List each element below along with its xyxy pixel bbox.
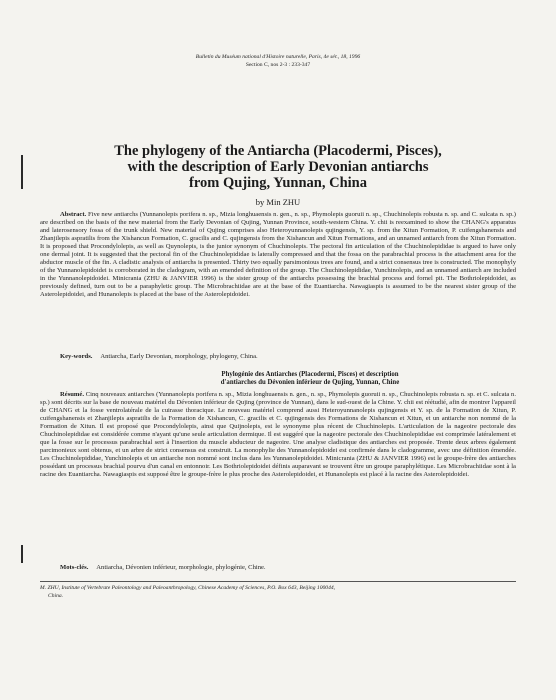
abstract: [40, 211, 516, 300]
abstract-label: Abstract.: [60, 211, 87, 218]
french-title-line-2: d'antiarches du Dévonien inférieur de Qujing, Yunnan, Chine: [220, 379, 400, 386]
affiliation-line-2: China.: [48, 592, 64, 599]
keywords: [40, 353, 516, 361]
resume-label: Résumé.: [60, 391, 84, 398]
french-title-line-1: Phylogénie des Antiarches (Placodermi, Pisces) et description: [221, 371, 399, 378]
keywords-label: Key-words.: [60, 353, 93, 360]
mots-cles-text: Antiarcha, Dévonien inférieur, morphologie, phylogénie, Chine.: [96, 564, 266, 571]
title-line-1: The phylogeny of the Antiarcha (Placodermi, Pisces),: [114, 143, 442, 159]
margin-mark-bottom: [21, 545, 23, 563]
journal-header: [100, 53, 456, 69]
section-pages: Section C, nos 2-3 : 233-347: [245, 62, 311, 68]
french-title: [130, 371, 490, 387]
author-affiliation: [40, 585, 516, 600]
footnote-rule: [40, 581, 516, 582]
abstract-text: Five new antiarchs (Yunnanolepis porifera n. sp., Mizia longhuaensis n. gen., n. sp., Phymolepis guoruii n. sp., Chuchinolepis robusta n. sp. and C. sulcata n. sp.) are described on the basis of the new material from the Early Devonian of Qujing, Yunnan Province, south-western China. Y. chii is reexamined to show the CHANG's apparatus and laterosensory fossa of the trunk shield. New material of Qujing comprises also Heteroyunnanolepis qujingensis, Y. sp. from the Xitun Formation, P. cuifengshanensis and Zhanjilepis aspratilis from the Xishancun Formation, C. gracilis and C. qujingensis from the Xishancun and Xitun Formations, and an unnamed antiarch from the Xitun Formation. It is proposed that Procondylolepis, as well as Quynolepis, is the junior synonym of Chuchinolepis. The pectoral fin articulation of the Chuchinolepididae is argued to have only one dermal joint. It is suggested that the pectoral fin of the Chuchinolepididae is laterally compressed and that the fossa on the parabrachial process is the attachment area for the abductor muscle of the fin. A cladistic analysis of antiarchs is presented. Thirty two equally parsimonious trees are found, and a strict consensus tree is constructed. The monophyly of the Yunnanolepidoidei is corroborated in the cladogram, with an emended definition of the group. The Chuchinolepididae, Yunchinolepis, and an unnamed antiarch are included in the Yunnanolepidoidei. Minicrania (ZHU & JANVIER 1996) is the sister group of the antiarchs possessing the brachial process and fornel pit. The Bothriolepidoidei, as previously defined, turn out to be a paraphyletic group. The Microbrachiidae are at the base of the Euantiarcha. Nawagiaspis is assumed to be the nearest sister group of the Asterolepidoidei, and Hunanolepis is placed at the base of the Asterolepidoidei.: [40, 211, 516, 299]
title-line-2: with the description of Early Devonian antiarchs: [127, 159, 429, 175]
journal-citation: Bulletin du Muséum national d'Histoire naturelle, Paris, 4e sér., 18, 1996: [195, 54, 361, 60]
affiliation-line-1: M. ZHU, Institute of Vertebrate Paleontology and Paleoanthropology, Chinese Academy of Sciences, P.O. Box 643, Beijing 100044,: [40, 585, 336, 591]
keywords-text: Antiarcha, Early Devonian, morphology, phylogeny, China.: [100, 353, 258, 360]
title-line-3: from Qujing, Yunnan, China: [189, 175, 367, 191]
resume: [40, 391, 516, 480]
resume-text: Cinq nouveaux antiarches (Yunnanolepis porifera n. sp., Mizia longhuaensis n. gen., n. sp., Phymolepis guoruii n. sp., Chuchinolepis robusta n. sp. et C. sulcata n. sp.) sont décrits sur la base de nouveau matériel du Dévonien inférieur de Qujing (province de Yunnan), dans le sud-ouest de la Chine. Y. chii est réétudié, afin de montrer l'appareil de CHANG et la fosse ventrolatérale de la cuirasse thoracique. Le nouveau matériel comprend aussi Heteroyunnanolepis qujingensis et Y. sp. de la Formation de Xitun, P. cuifengshanensis et Zhanjilepis aspratilis de la Formation de Xishancun, C. gracilis et C. qujingensis des Formations de Xishancun et Xitun, et un antiarche non nommé de la Formation de Xitun. Il est proposé que Procondylolepis, ainsi que Quijnolepis, est le synonyme plus récent de Chuchinolepis. L'articulation de la nageoire pectorale des Chuchinolepididae est considérée comme n'ayant qu'une seule articulation dermique. Il est suggéré que la nageoire pectorale des Chuchinolepididae est comprimée latéralement et que la fosse sur le processus parabrachial sert à l'insertion du muscle abducteur de nageoire. Une analyse cladistique des antiarches est proposée. Trente deux arbres également parcimonieux sont obtenus, et un arbre de strict consensus est construit. La monophylie des Yunnanolepidoidei est confirmée dans le cladogramme, avec une définition émendée. Les Chuchinolepididae, Yunchinolepis et un antiarche non nommé sont inclus dans les Yunnanolepidoidei. Minicrania (ZHU & JANVIER 1996) est le groupe-frère des antiarches possédant un processus brachial pourvu d'un canal en entonnoir. Les Bothriolepidoidei définis auparavant se trouvent être un groupe paraphylétique. Les Microbrachiidae sont à la racine des Euantiarcha. Nawagiaspis est supposé être le groupe-frère le plus proche des Asterolepidoidei, et Hunanolepis est placé à la racine des Asterolepidoidei.: [40, 391, 516, 479]
margin-mark-top: [21, 155, 23, 189]
mots-cles: [60, 564, 516, 572]
paper-title: [60, 143, 496, 191]
mots-cles-label: Mots-clés.: [60, 564, 89, 571]
author-line: by Min ZHU: [255, 197, 301, 207]
